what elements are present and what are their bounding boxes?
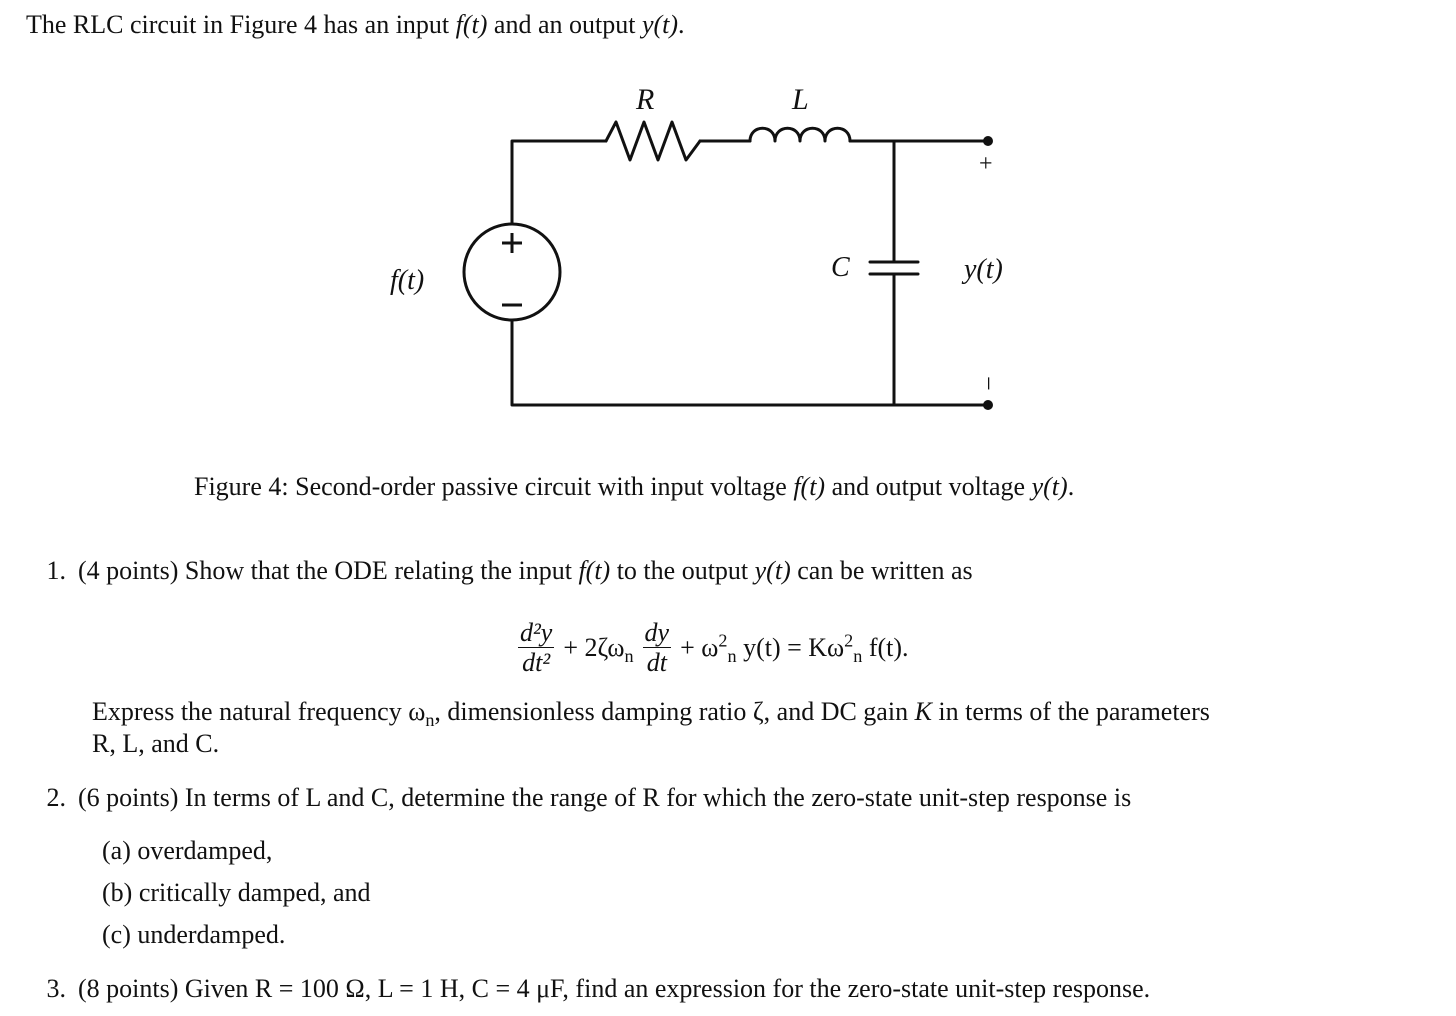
output-terminal-top <box>983 136 993 146</box>
wire-left-top <box>512 141 606 224</box>
wire-bottom <box>512 320 988 405</box>
source-plus-mark <box>502 233 522 253</box>
rlc-circuit-figure <box>0 0 1456 460</box>
figure-caption <box>194 471 1074 503</box>
question-2-part-b: (b) critically damped, and <box>102 878 371 907</box>
caption-text: Figure 4: Second-order passive circuit with input voltage <box>194 472 794 501</box>
eq-end: f(t). <box>862 633 909 662</box>
ode-equation <box>512 612 912 684</box>
question-1-text-a: Show that the ODE relating the input <box>178 556 579 585</box>
output-plus-label: + <box>979 151 993 177</box>
question-2-text: In terms of L and C, determine the range of R for which the zero-state unit-step response is <box>178 783 1132 812</box>
question-1 <box>28 555 973 587</box>
question-1-points: (4 points) <box>78 556 179 585</box>
question-1-text-b: to the output <box>610 556 755 585</box>
question-2-number: 2. <box>46 783 66 812</box>
question-3-points: (8 points) <box>78 974 179 1003</box>
express-text-c: in terms of the parameters <box>931 697 1210 726</box>
capacitor-label: C <box>831 252 850 283</box>
output-minus-label: − <box>974 376 1003 391</box>
eq-middle-3: y(t) = Kω <box>736 633 845 662</box>
question-2-points: (6 points) <box>78 783 179 812</box>
eq-denominator-2: dt <box>643 647 671 678</box>
eq-sub-2: n <box>727 646 737 667</box>
eq-middle-1: + 2ζω <box>563 633 625 662</box>
caption-input-symbol: f(t) <box>793 472 826 501</box>
resistor-symbol <box>606 122 700 160</box>
eq-sup-2: 2 <box>718 630 728 651</box>
input-voltage-label: f(t) <box>390 265 425 296</box>
question-3 <box>28 973 1150 1005</box>
caption-text-after: . <box>1067 472 1075 501</box>
intro-text-middle: and an output <box>487 10 642 39</box>
express-line-2-text: R, L, and C. <box>92 729 220 758</box>
express-text-b: , dimensionless damping ratio ζ, and DC gain <box>434 697 915 726</box>
express-text-a: Express the natural frequency ω <box>92 697 426 726</box>
eq-middle-2: + ω <box>680 633 719 662</box>
intro-output-symbol: y(t) <box>641 10 679 39</box>
question-1-output-symbol: y(t) <box>754 556 791 585</box>
inductor-symbol <box>750 128 850 141</box>
caption-text-middle: and output voltage <box>825 472 1032 501</box>
question-2 <box>28 782 1131 814</box>
eq-denominator-1: dt² <box>518 647 554 678</box>
question-1-input-symbol: f(t) <box>578 556 611 585</box>
intro-input-symbol: f(t) <box>455 10 488 39</box>
second-derivative-fraction <box>516 619 556 678</box>
intro-text-after: . <box>678 10 685 39</box>
eq-sub-n1: n <box>624 646 634 667</box>
output-terminal-bottom <box>983 400 993 410</box>
eq-numerator-2: dy <box>644 617 670 647</box>
first-derivative-fraction <box>641 619 674 678</box>
question-1-text-c: can be written as <box>790 556 973 585</box>
intro-text-before: The RLC circuit in Figure 4 has an input <box>26 10 456 39</box>
question-1-number: 1. <box>46 556 66 585</box>
output-voltage-label: y(t) <box>964 254 1003 285</box>
eq-term-2 <box>680 630 909 667</box>
question-2-part-a: (a) overdamped, <box>102 836 273 865</box>
caption-output-symbol: y(t) <box>1031 472 1068 501</box>
eq-term-1 <box>563 633 634 667</box>
inductor-label: L <box>792 83 809 116</box>
question-2-part-c: (c) underdamped. <box>102 920 286 949</box>
question-3-number: 3. <box>46 974 66 1003</box>
resistor-label: R <box>636 83 655 116</box>
eq-numerator-1: d²y <box>520 617 553 647</box>
question-1-express-line-2 <box>92 728 219 760</box>
express-k: K <box>914 697 932 726</box>
express-sub: n <box>425 710 435 731</box>
question-1-express-line-1 <box>92 696 1210 731</box>
eq-sup-3: 2 <box>844 630 854 651</box>
eq-sub-3: n <box>853 646 863 667</box>
question-3-text: Given R = 100 Ω, L = 1 H, C = 4 μF, find an expression for the zero-state unit-step response. <box>178 974 1151 1003</box>
